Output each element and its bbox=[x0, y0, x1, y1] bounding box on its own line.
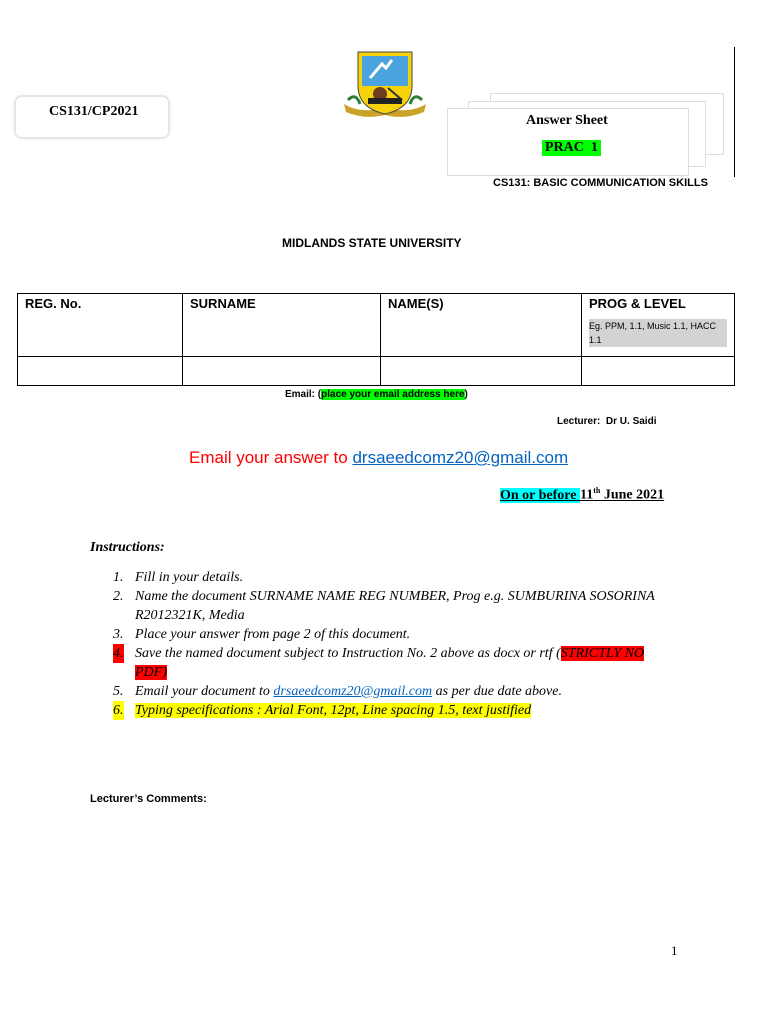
prac-label: PRAC 1 bbox=[542, 140, 601, 156]
email-label: Email: ( bbox=[285, 389, 322, 400]
strictly-no-pdf-highlight: STRICTLY NO PDF) bbox=[135, 646, 645, 680]
prog-level-label: PROG & LEVEL bbox=[589, 296, 686, 311]
list-item bbox=[110, 682, 670, 701]
item-number: 5. bbox=[113, 684, 124, 699]
list-item bbox=[110, 644, 670, 682]
list-item bbox=[110, 701, 670, 720]
list-item bbox=[110, 587, 670, 625]
answer-sheet-card bbox=[447, 108, 689, 176]
email-answer-prefix: Email your answer to bbox=[189, 448, 353, 467]
table-header-row bbox=[18, 294, 735, 357]
list-item bbox=[110, 625, 670, 644]
due-suffix: th bbox=[593, 486, 601, 495]
email-close: ) bbox=[464, 389, 468, 400]
item-number: 1. bbox=[113, 570, 124, 585]
course-title: CS131: BASIC COMMUNICATION SKILLS bbox=[493, 177, 708, 189]
email-answer-line bbox=[189, 448, 568, 468]
item-number: 2. bbox=[113, 589, 124, 604]
item-number: 6. bbox=[113, 703, 124, 718]
item-text: Fill in your details. bbox=[135, 570, 244, 585]
university-name: MIDLANDS STATE UNIVERSITY bbox=[282, 236, 462, 250]
email-placeholder: place your email address here bbox=[321, 389, 465, 400]
table-input-row bbox=[18, 357, 735, 386]
item-text: Place your answer from page 2 of this document. bbox=[135, 627, 411, 642]
reg-no-cell[interactable] bbox=[18, 357, 183, 386]
course-code-box bbox=[14, 95, 170, 139]
prog-level-cell[interactable] bbox=[582, 357, 735, 386]
answer-sheet-title: Answer Sheet bbox=[526, 113, 608, 128]
email-answer-link[interactable]: drsaeedcomz20@gmail.com bbox=[352, 448, 569, 467]
student-details-table bbox=[17, 293, 735, 386]
instructions-list bbox=[110, 568, 670, 720]
list-item bbox=[110, 568, 670, 587]
item-number: 3. bbox=[113, 627, 124, 642]
item-number: 4. bbox=[113, 646, 124, 661]
reg-no-header: REG. No. bbox=[18, 294, 183, 357]
prog-level-example: Eg. PPM, 1.1, Music 1.1, HACC 1.1 bbox=[589, 319, 727, 347]
surname-header: SURNAME bbox=[183, 294, 381, 357]
course-code: CS131/CP2021 bbox=[49, 104, 139, 119]
due-prefix: On or before bbox=[500, 487, 580, 503]
page-number: 1 bbox=[671, 943, 678, 958]
names-header: NAME(S) bbox=[381, 294, 582, 357]
item-text-after: as per due date above. bbox=[432, 684, 562, 699]
item-text: Email your document to bbox=[135, 684, 274, 699]
due-date bbox=[500, 486, 664, 504]
instructions-title: Instructions: bbox=[90, 540, 165, 555]
names-cell[interactable] bbox=[381, 357, 582, 386]
item-text: Name the document SURNAME NAME REG NUMBER, Prog e.g. SUMBURINA SOSORINA R2012321K, Media bbox=[135, 589, 655, 623]
lecturer-name: Lecturer: Dr U. Saidi bbox=[557, 416, 657, 427]
university-crest-logo bbox=[340, 48, 430, 120]
email-line bbox=[285, 389, 468, 400]
prog-level-header bbox=[582, 294, 735, 357]
vertical-divider bbox=[734, 47, 735, 177]
lecturer-comments-label: Lecturer’s Comments: bbox=[90, 793, 207, 805]
instruction-email-link[interactable]: drsaeedcomz20@gmail.com bbox=[273, 684, 433, 699]
due-rest: June 2021 bbox=[600, 487, 665, 503]
surname-cell[interactable] bbox=[183, 357, 381, 386]
item-text: Typing specifications : Arial Font, 12pt, Line spacing 1.5, text justified bbox=[135, 703, 532, 718]
item-text: Save the named document subject to Instruction No. 2 above as docx or rtf ( bbox=[135, 646, 561, 661]
due-day: 11 bbox=[579, 487, 594, 503]
